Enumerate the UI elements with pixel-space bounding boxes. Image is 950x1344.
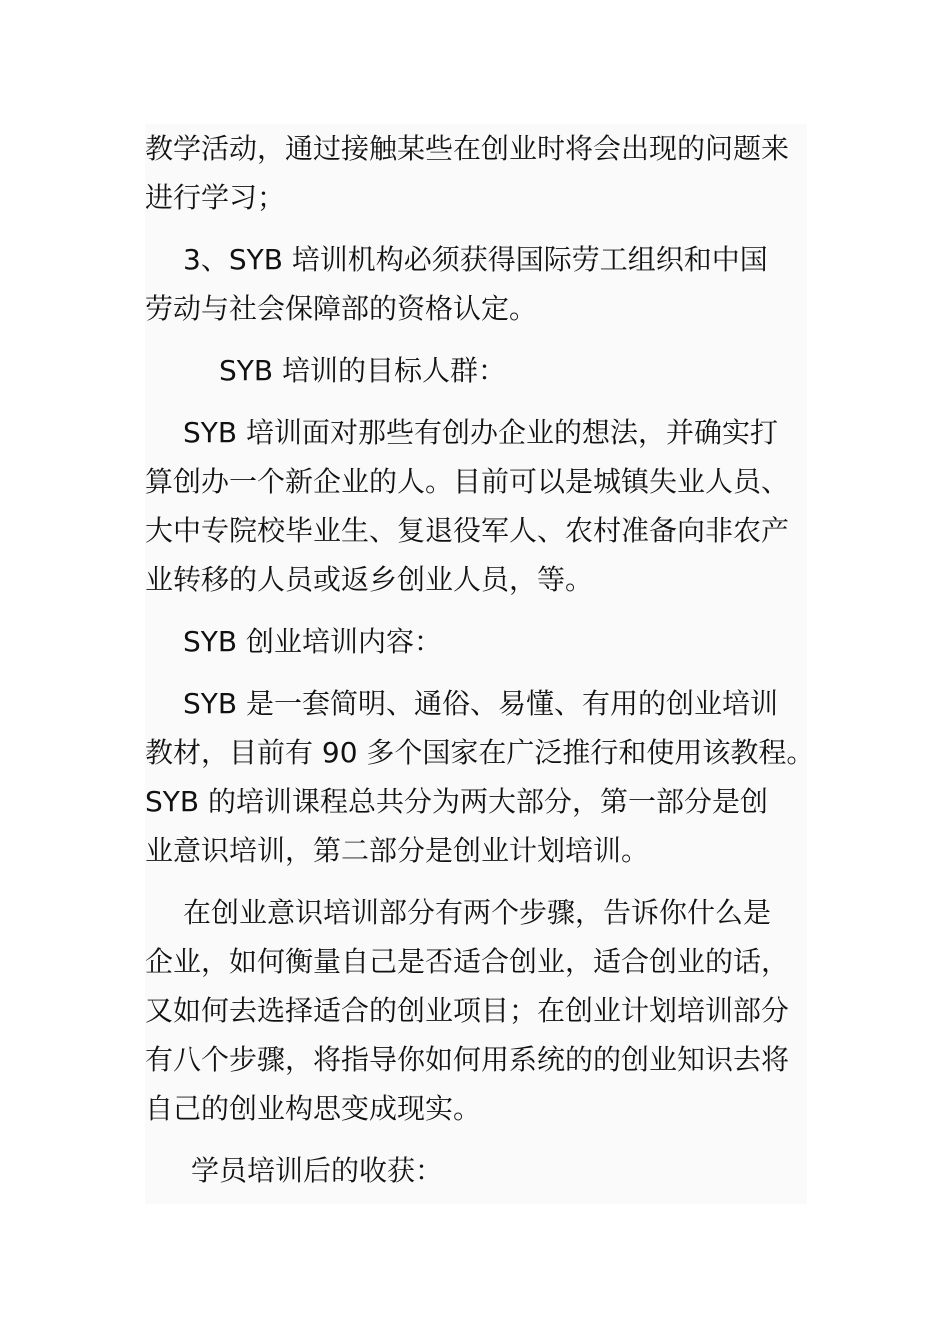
section-heading: 学员培训后的收获： [191, 1154, 444, 1187]
heading-target-audience [145, 346, 807, 395]
text-line: SYB 培训面对那些有创办企业的想法，并确实打 [183, 416, 778, 449]
document-body [145, 124, 815, 1204]
text-line: 劳动与社会保障部的资格认定。 [145, 292, 538, 325]
text-line: SYB 的培训课程总共分为两大部分，第一部分是创 [145, 785, 768, 818]
paragraph-training-content [145, 679, 815, 875]
paragraph-target-audience [145, 408, 807, 604]
heading-training-content [145, 617, 807, 666]
text-line: 3、SYB 培训机构必须获得国际劳工组织和中国 [183, 243, 768, 276]
text-line: 有八个步骤，将指导你如何用系统的的创业知识去将 [145, 1043, 790, 1076]
text-line: 业意识培训，第二部分是创业计划培训。 [145, 834, 650, 867]
text-line: 教学活动，通过接触某些在创业时将会出现的问题来 [145, 132, 790, 165]
text-line: 自己的创业构思变成现实。 [145, 1092, 482, 1125]
paragraph-gap [145, 604, 807, 617]
paragraph-gap [145, 1133, 807, 1146]
paragraph-gap [145, 395, 807, 408]
paragraph-teaching-activities [145, 124, 807, 222]
paragraph-training-steps [145, 888, 807, 1133]
heading-student-gains [145, 1146, 807, 1195]
section-heading: SYB 创业培训内容： [183, 625, 442, 658]
paragraph-certification [145, 235, 807, 333]
paragraph-gap [145, 666, 807, 679]
paragraph-gap [145, 875, 807, 888]
text-line: 算创办一个新企业的人。目前可以是城镇失业人员、 [145, 465, 790, 498]
text-line: 业转移的人员或返乡创业人员，等。 [145, 563, 594, 596]
text-line: 在创业意识培训部分有两个步骤，告诉你什么是 [183, 896, 772, 929]
text-line: 企业，如何衡量自己是否适合创业，适合创业的话， [145, 945, 790, 978]
section-heading: SYB 培训的目标人群： [219, 354, 506, 387]
text-line: 又如何去选择适合的创业项目；在创业计划培训部分 [145, 994, 790, 1027]
paragraph-gap [145, 222, 807, 235]
text-line: 进行学习； [145, 181, 286, 214]
text-line: 大中专院校毕业生、复退役军人、农村准备向非农产 [145, 514, 790, 547]
text-line: 教材，目前有 90 多个国家在广泛推行和使用该教程。 [145, 736, 815, 769]
paragraph-gap [145, 333, 807, 346]
text-line: SYB 是一套简明、通俗、易懂、有用的创业培训 [183, 687, 778, 720]
